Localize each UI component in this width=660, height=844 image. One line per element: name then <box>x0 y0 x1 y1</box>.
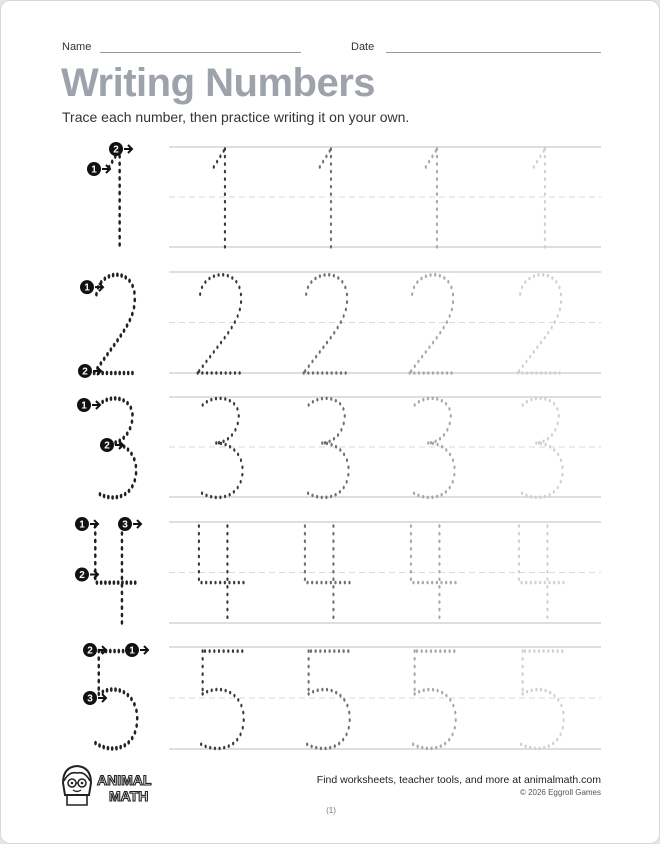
stroke-order-marker <box>87 162 110 176</box>
trace-digit-4 <box>519 526 565 623</box>
trace-digit-3 <box>520 398 562 497</box>
trace-digit-5 <box>305 651 350 748</box>
stroke-order-number: 2 <box>104 440 110 452</box>
name-label: Name <box>62 41 92 53</box>
trace-digits <box>198 149 565 748</box>
trace-digit-2 <box>410 275 455 373</box>
stroke-order-number: 1 <box>129 645 135 657</box>
date-label: Date <box>351 41 375 53</box>
trace-digit-1 <box>534 149 545 247</box>
stroke-order-number: 1 <box>79 519 85 531</box>
demo-digits <box>94 149 138 748</box>
stroke-order-number: 1 <box>81 400 87 412</box>
trace-digit-1 <box>426 149 437 247</box>
stroke-order-number: 2 <box>113 144 119 156</box>
stroke-order-number: 2 <box>79 570 85 582</box>
page-number: (1) <box>326 806 336 815</box>
stroke-order-marker <box>109 142 132 156</box>
stroke-order-number: 3 <box>87 693 93 705</box>
trace-digit-2 <box>518 275 563 373</box>
trace-digit-1 <box>320 149 331 247</box>
demo-digit-1 <box>109 149 119 247</box>
stroke-order-marker <box>80 280 103 294</box>
demo-digit-4 <box>95 526 138 623</box>
trace-digit-5 <box>199 651 244 748</box>
stroke-order-number: 1 <box>84 282 90 294</box>
trace-digit-2 <box>198 275 243 373</box>
stroke-order-number: 2 <box>82 366 88 378</box>
trace-digit-3 <box>306 398 348 497</box>
trace-digit-5 <box>411 651 456 748</box>
stroke-order-number: 2 <box>87 645 93 657</box>
logo-word-1: ANIMAL <box>97 772 152 788</box>
trace-digit-5 <box>519 651 564 748</box>
page-title: Writing Numbers <box>61 61 376 105</box>
trace-digit-4 <box>199 526 245 623</box>
trace-digit-2 <box>304 275 349 373</box>
stroke-order-marker <box>118 517 141 531</box>
stroke-order-marker <box>75 517 98 531</box>
footer-copyright: © 2026 Eggroll Games <box>519 788 601 797</box>
demo-digit-5 <box>95 651 137 748</box>
logo-word-2: MATH <box>109 788 149 804</box>
footer-resources-text: Find worksheets, teacher tools, and more at animalmath.com <box>316 774 601 786</box>
stroke-order-number: 1 <box>91 164 97 176</box>
trace-digit-3 <box>200 398 242 497</box>
tracing-area <box>1 1 660 844</box>
stroke-order-number: 3 <box>122 519 128 531</box>
trace-digit-1 <box>214 149 225 247</box>
practice-lines <box>169 147 601 749</box>
page-subtitle: Trace each number, then practice writing it on your own. <box>62 109 410 125</box>
stroke-order-marker <box>125 643 148 657</box>
trace-digit-3 <box>412 398 454 497</box>
stroke-order-marker <box>77 398 100 412</box>
stroke-markers <box>75 142 148 705</box>
stroke-order-marker <box>83 643 106 657</box>
trace-digit-4 <box>305 526 351 623</box>
trace-digit-4 <box>411 526 457 623</box>
cartoon-kid-face-icon <box>57 761 169 809</box>
